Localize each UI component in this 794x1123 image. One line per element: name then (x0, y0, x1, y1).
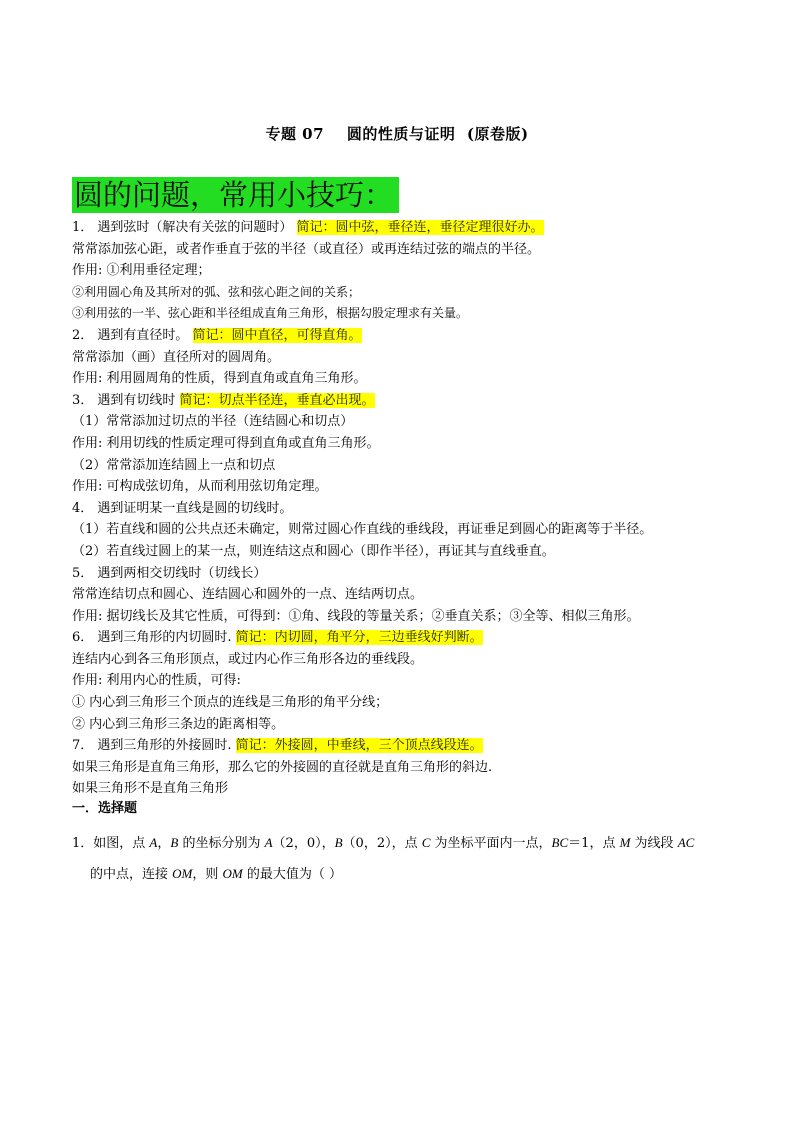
page-title: 专题 07 圆的性质与证明 (原卷版) (265, 125, 529, 143)
tip-text: 如果三角形不是直角三角形 (72, 781, 229, 797)
tip-line (72, 455, 762, 477)
tip-line (72, 627, 762, 649)
question-text: ，则 (192, 867, 223, 882)
tip-line (72, 778, 762, 800)
tip-text: 作用: 利用切线的性质定理可得到直角或直角三角形。 (72, 435, 380, 451)
question-text: 为坐标平面内一点， (430, 836, 552, 851)
tip-text: （1）若直线和圆的公共点还未确定，则常过圆心作直线的垂线段，再证垂足到圆心的距离等于半径。 (72, 522, 653, 538)
tip-line (72, 735, 762, 757)
tip-line (72, 239, 762, 261)
math-variable: M (619, 835, 631, 850)
tip-line (72, 368, 762, 390)
tip-line (72, 347, 762, 369)
tip-text: 作用: 据切线长及其它性质，可得到：①角、线段的等量关系；②垂直关系；③全等、相似三角形。 (72, 608, 640, 624)
question-text: 的最大值为（ ） (242, 867, 342, 882)
math-variable: B (170, 835, 179, 850)
tip-line (72, 217, 762, 239)
tip-text: （2）常常添加连结圆上一点和切点 (72, 457, 276, 473)
highlight-note: 简记：内切圆，角平分，三边垂线好判断。 (235, 630, 483, 646)
tip-text: 6． 遇到三角形的内切圆时. (72, 630, 236, 646)
tip-line (72, 692, 762, 714)
math-variable: C (421, 835, 431, 850)
tip-text: 常常添加（画）直径所对的圆周角。 (72, 349, 281, 365)
tip-text: ① 内心到三角形三个顶点的连线是三角形的角平分线； (72, 695, 389, 711)
question-text: ， (157, 836, 171, 851)
question-line-2 (72, 859, 732, 890)
tip-line (72, 649, 762, 671)
tip-text: 作用: 利用圆周角的性质，得到直角或直角三角形。 (72, 371, 367, 387)
tip-text: 常常连结切点和圆心、连结圆心和圆外的一点、连结两切点。 (72, 587, 424, 603)
highlight-note: 简记：圆中弦，垂径连，垂径定理很好办。 (296, 220, 544, 235)
highlight-note: 简记：外接圆，中垂线，三个顶点线段连。 (235, 738, 483, 754)
tip-text: ②利用圆心角及其所对的弧、弦和弦心距之间的关系； (72, 284, 361, 299)
tip-text: 如果三角形是直角三角形，那么它的外接圆的直径就是直角三角形的斜边. (72, 759, 493, 775)
tip-text: ② 内心到三角形三条边的距离相等。 (72, 716, 285, 732)
tips-banner: 圆的问题，常用小技巧： (72, 177, 399, 213)
math-variable: B (334, 835, 343, 850)
tip-text: 2． 遇到有直径时。 (72, 327, 193, 343)
tip-text: 作用: 利用内心的性质，可得: (72, 673, 241, 689)
question-line-1 (72, 828, 732, 859)
tip-line (72, 260, 762, 282)
tip-text: 作用: ①利用垂径定理； (72, 263, 211, 279)
tip-line (72, 411, 762, 433)
question-text: （2，0）， (272, 836, 335, 851)
tip-line (72, 390, 762, 412)
highlight-note: 简记：圆中直径，可得直角。 (192, 327, 362, 343)
math-variable: A (149, 835, 158, 850)
tip-text: 3． 遇到有切线时 (72, 392, 180, 408)
tip-text: 5． 遇到两相交切线时（切线长） (72, 565, 267, 581)
tip-line (72, 476, 762, 498)
question-1 (72, 828, 732, 890)
highlight-note: 简记：切点半径连，垂直必出现。 (179, 392, 375, 408)
tip-line (72, 541, 762, 563)
math-variable: OM (172, 866, 193, 881)
tip-line (72, 757, 762, 779)
section-title: 一．选择题 (72, 801, 138, 816)
tip-line (72, 584, 762, 606)
question-text: 的坐标分别为 (178, 836, 265, 851)
tip-line (72, 670, 762, 692)
tip-line (72, 714, 762, 736)
tip-text: 常常添加弦心距，或者作垂直于弦的半径（或直径）或再连结过弦的端点的半径。 (72, 241, 541, 257)
question-text: 1．如图，点 (72, 836, 150, 851)
tip-line (72, 433, 762, 455)
tip-line (72, 325, 762, 347)
tip-text: 作用: 可构成弦切角，从而利用弦切角定理。 (72, 479, 328, 495)
tip-line (72, 563, 762, 585)
tip-line (72, 606, 762, 628)
question-text: 为线段 (630, 836, 678, 851)
tip-text: 连结内心到各三角形顶点，或过内心作三角形各边的垂线段。 (72, 651, 424, 667)
math-variable: OM (222, 866, 243, 881)
tip-text: ③利用弦的一半、弦心距和半径组成直角三角形，根据勾股定理求有关量。 (72, 306, 469, 321)
tips-content (72, 217, 762, 800)
question-text: 的中点，连接 (90, 867, 173, 882)
tip-text: 4． 遇到证明某一直线是圆的切线时。 (72, 500, 293, 516)
tip-text: 7． 遇到三角形的外接圆时. (72, 738, 236, 754)
math-variable: AC (677, 835, 695, 850)
tip-line (72, 519, 762, 541)
tip-line (72, 498, 762, 520)
tip-line (72, 282, 762, 304)
math-variable: BC (551, 835, 569, 850)
tip-text: 1． 遇到弦时（解决有关弦的问题时） (72, 220, 297, 235)
tip-line (72, 303, 762, 325)
tip-text: （1）常常添加过切点的半径（连结圆心和切点） (72, 414, 354, 430)
math-variable: A (264, 835, 273, 850)
question-text: ＝1，点 (568, 836, 620, 851)
question-text: （0，2），点 (342, 836, 422, 851)
tip-text: （2）若直线过圆上的某一点，则连结这点和圆心（即作半径），再证其与直线垂直。 (72, 543, 555, 559)
